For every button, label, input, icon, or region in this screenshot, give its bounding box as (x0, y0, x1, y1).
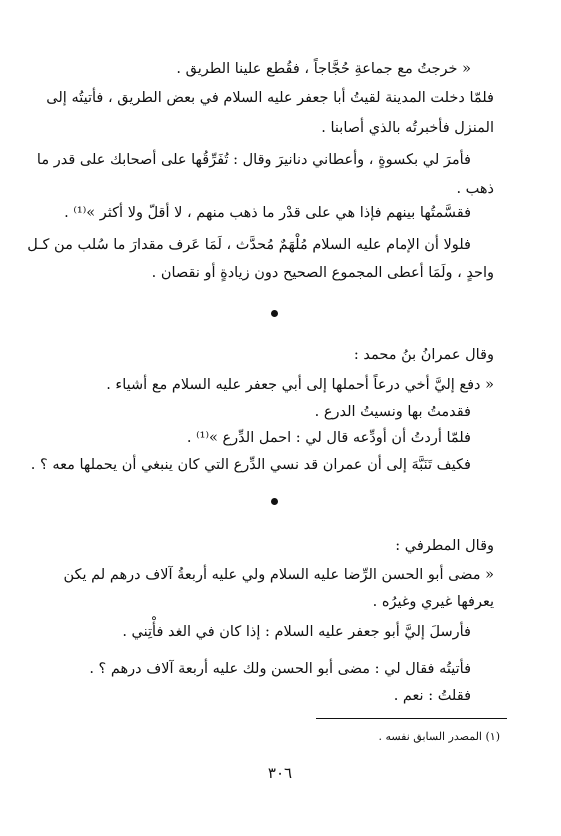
text-line: « خرجتُ مع جماعةِ حُجَّاجاً ، فقُطع علينا الطريق . (176, 61, 471, 77)
text-line: فقسَّمتُها بينهم فإذا هي على قدْر ما ذهب منهم ، لا أقلّ ولا أكثر »⁽¹⁾ . (64, 205, 471, 221)
text-line: وقال عمرانُ بنُ محمد : (353, 347, 494, 363)
footnote: (١) المصدر السابق نفسه . (378, 730, 500, 743)
text-line: فكيف تَنَبَّهَ إلى أن عمران قد نسي الدِّرع التي كان ينبغي أن يحملها معه ؟ . (30, 457, 471, 473)
text-line: « دفع إليَّ أخي درعاً أحملها إلى أبي جعفر عليه السلام مع أشياء . (106, 377, 494, 393)
text-line: فأرسلَ إليَّ أبو جعفر عليه السلام : إذا كان في الغد فأْتِني . (122, 624, 471, 640)
text-line: ذهب . (456, 181, 494, 197)
text-line: يعرفها غيري وغيرُه . (372, 594, 494, 610)
text-line: فأتيتُه فقال لي : مضى أبو الحسن ولك عليه أربعة آلاف درهم ؟ . (89, 661, 471, 677)
text-line: واحدٍ ، ولَمَا أعطى المجموع الصحيح دون زيادةٍ أو نقصان . (151, 265, 494, 281)
text-line: فلمّا دخلت المدينة لقيتُ أبا جعفر عليه السلام في بعض الطريق ، فأتيتُه إلى (46, 90, 494, 106)
page-number: ٣٠٦ (267, 764, 293, 782)
text-line: وقال المطرفي : (395, 538, 494, 554)
text-line: فقدمتُ بها ونسيتُ الدرع . (314, 404, 471, 420)
text-line: فأمرَ لي بكسوةٍ ، وأعطاني دنانيرَ وقال : تُفَرِّقُها على أصحابك على قدر ما (36, 152, 471, 168)
section-divider-bullet (271, 498, 278, 505)
text-line: فقلتُ : نعم . (393, 688, 471, 704)
text-line: فلولا أن الإمام عليه السلام مُلْهَمٌ مُحدَّث ، لَمَا عَرف مقدارَ ما سُلب من كـل (27, 237, 471, 253)
section-divider-bullet (271, 310, 278, 317)
text-line: « مضى أبو الحسن الرِّضا عليه السلام ولي عليه أربعةُ آلاف درهم لم يكن (63, 567, 494, 583)
text-line: فلمّا أردتُ أن أودِّعه قال لي : احمل الدِّرع »⁽¹⁾ . (186, 430, 471, 446)
text-line: المنزل فأخبرتُه بالذي أصابنا . (321, 120, 494, 136)
footnote-separator (316, 718, 507, 719)
